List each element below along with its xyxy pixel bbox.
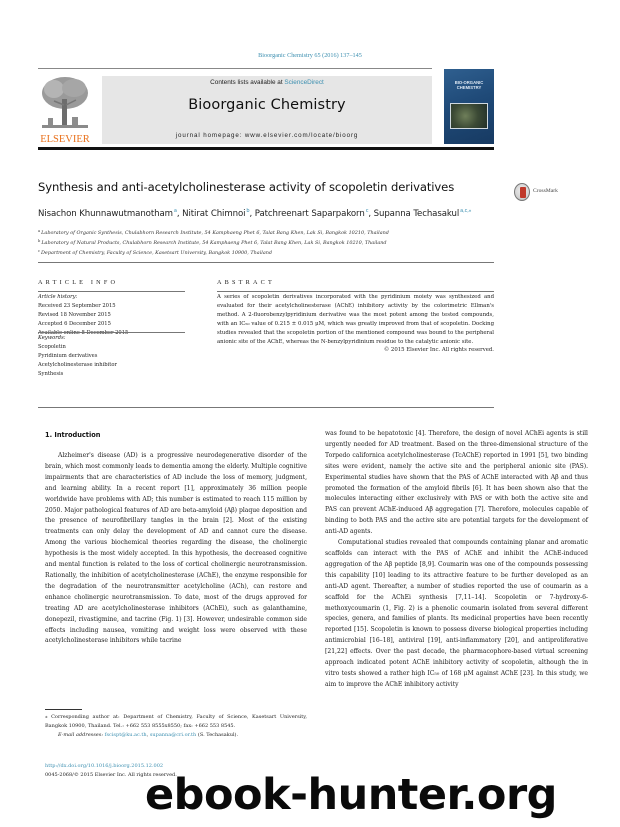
keyword-item: Pyridinium derivatives — [38, 352, 98, 359]
author-separator: , — [176, 209, 183, 219]
abstract-copyright: © 2015 Elsevier Inc. All rights reserved. — [383, 347, 494, 353]
author-name[interactable]: Supanna Techasakul — [373, 209, 460, 219]
author-affiliation-marker[interactable]: c — [365, 208, 369, 214]
email-link[interactable]: supanna@cri.or.th — [149, 731, 197, 738]
keyword-item: Synthesis — [38, 370, 64, 377]
affiliations-rule — [38, 262, 494, 263]
corresponding-author-note: ⁎ Corresponding author at: Department of Chemistry, Faculty of Science, Kasetsart University, Bangkok 10900, Thailand. Tel.: +662 553 8555x8550; fax: +662 553 8545. — [45, 714, 307, 729]
elsevier-wordmark: ELSEVIER — [40, 134, 90, 145]
article-history-label: Article history: — [38, 294, 78, 300]
author-name[interactable]: Nisachon Khunnawutmanotham — [38, 209, 173, 219]
body-paragraph: Alzheimer's disease (AD) is a progressive neurodegenerative disorder of the brain, which most commonly leads to dementia among the elderly. Multiple cognitive impairments that are characteristics of AD include the loss of memory, judgment, and learning ability. In a recent report [1], approximately 36 million people worldwide have problems with AD; this number is estimated to reach 115 million by 2050. Major pathological features of AD are beta-amyloid (Aβ) plaque deposition and the presence of neurofibrillary tangles in the brain [2]. Most of the existing treatments can only delay the development of AD and cannot cure the disease. Among the various biochemical theories regarding the disease, the cholinergic hypothesis is the most widely accepted. In this hypothesis, the decreased cognitive and mental function is related to the loss of cortical cholinergic neurotransmission. Rationally, the inhibition of acetylcholinesterase (AChE), the enzyme responsible for the degradation of the neurotransmitter acetylcholine (ACh), can restore and enhance cholinergic neurotransmission. To date, most of the drugs approved for treating AD are acetylcholinesterase inhibitors (AChEi), such as galanthamine, donepezil, rivastigmine, and tacrine (Fig. 1) [3]. However, undesirable common side effects including nausea, vomiting and weight loss were observed with these acetylcholinesterase inhibitors while tacrine — [45, 452, 307, 645]
author-affiliation-marker[interactable]: b — [246, 208, 250, 214]
affiliation-key: a — [38, 229, 41, 233]
affiliation-key: c — [38, 249, 41, 253]
affiliation-key: b — [38, 239, 41, 243]
author-name[interactable]: Nitirat Chimnoi — [182, 209, 246, 219]
header-bottom-rule — [38, 147, 494, 150]
body-paragraph: was found to be hepatotoxic [4]. Therefore, the design of novel AChEi agents is still urgently needed for AD treatment. Based on the three-dimensional structure of the Torpedo californica acetylcholinesterase (TcAChE) reported in 1991 [5], two binding sites were evident, namely the active site and the peripheral anionic site (PAS). Experimental studies have shown that the PAS of AChE interacted with Aβ and thus promoted the formation of the amyloid fibrils [6]. It has been shown also that the molecules interacting either exclusively with PAS or with both the active site and PAS can prevent AChE-induced Aβ aggregation [7]. Therefore, molecules capable of binding to both PAS and the active site are potential targets for the development of anti-AD agents. — [325, 430, 588, 536]
author-affiliation-marker[interactable]: a,c,⁎ — [460, 208, 472, 214]
email-label: E-mail addresses: — [58, 731, 104, 738]
journal-cover-image[interactable] — [444, 69, 494, 144]
article-history — [38, 293, 128, 338]
email-line — [45, 731, 307, 740]
author-separator: , — [249, 209, 255, 219]
crossmark-button[interactable] — [514, 183, 594, 203]
keywords-rule — [38, 332, 185, 333]
elsevier-tree-icon — [40, 75, 90, 131]
cover-title: BIO-ORGANIC CHEMISTRY — [454, 80, 484, 90]
history-received: Received 23 September 2015 — [38, 302, 116, 309]
contents-prefix: Contents lists available at — [210, 79, 285, 86]
issn-copyright: 0045-2068/© 2015 Elsevier Inc. All rights reserved. — [45, 772, 177, 778]
abstract-heading: ABSTRACT — [217, 279, 275, 286]
history-revised: Revised 18 November 2015 — [38, 311, 111, 318]
affiliation-c — [38, 247, 389, 257]
footnote — [45, 713, 307, 740]
front-matter-rule — [38, 407, 494, 408]
article-title: Synthesis and anti-acetylcholinesterase activity of scopoletin derivatives — [38, 180, 455, 194]
affiliation-text: Laboratory of Natural Products, Chulabhorn Research Institute, 54 Kamphaeng Phet 6, Talat Bang Khen, Lak Si, Bangkok 10210, Thailand — [41, 240, 387, 246]
keywords-label: Keywords: — [38, 335, 66, 341]
sciencedirect-link[interactable]: ScienceDirect — [284, 79, 324, 86]
journal-homepage-link[interactable]: journal homepage: www.elsevier.com/locate/bioorg — [175, 132, 359, 139]
abstract-text: A series of scopoletin derivatives incorporated with the pyridinium moiety was synthesized and evaluated for their acetylcholinesterase (AChE) inhibitory activity by the colorimetric Ellman's method. A 2-fluorobenzylpyridinium derivative was the most potent among the tested compounds, with an IC₅₀ value of 0.215 ± 0.015 μM, which was greatly improved from that of scopoletin. Docking studies revealed that the scopoletin portion of the mentioned compound was bound to the peripheral anionic site of the AChE, whereas the N-benzylpyridinium residue to the catalytic anionic site. — [217, 294, 494, 345]
elsevier-logo[interactable] — [38, 75, 92, 145]
author-name[interactable]: Patchreenart Saparpakorn — [254, 209, 365, 219]
affiliation-a — [38, 227, 389, 237]
crossmark-label: CrossMark — [533, 188, 558, 194]
journal-reference[interactable]: Bioorganic Chemistry 65 (2016) 137–145 — [258, 52, 362, 59]
abstract-rule — [217, 291, 494, 292]
author-separator: , — [368, 209, 374, 219]
keyword-item: Scopoletin — [38, 343, 66, 350]
affiliations — [38, 227, 389, 257]
crossmark-flag-icon — [520, 187, 526, 198]
affiliation-text: Department of Chemistry, Faculty of Science, Kasetsart University, Bangkok 10900, Thailand — [41, 250, 273, 256]
cover-photo — [450, 103, 488, 129]
header-top-rule — [38, 68, 432, 69]
author-affiliation-marker[interactable]: a — [173, 208, 177, 214]
journal-banner — [102, 76, 432, 144]
crossmark-icon — [514, 183, 530, 201]
contents-line — [102, 79, 432, 86]
watermark: ebook-hunter.org — [145, 770, 557, 820]
journal-title: Bioorganic Chemistry — [188, 97, 346, 113]
history-accepted: Accepted 6 December 2015 — [38, 320, 111, 327]
keyword-item: Acetylcholinesterase inhibitor — [38, 361, 117, 368]
author-list — [38, 208, 471, 219]
body-column-right — [325, 429, 588, 691]
article-info-rule — [38, 291, 185, 292]
email-separator: , — [146, 731, 150, 738]
body-column-left — [45, 451, 307, 647]
affiliation-b — [38, 237, 389, 247]
body-paragraph: Computational studies revealed that compounds containing planar and aromatic scaffolds can interact with the PAS of AChE and inhibit the AChE-induced aggregation of the Aβ peptide [8,9]. Coumarin was one of the compounds possessing this capability [10] leading to its attractive feature to be further developed as an anti-AD agent. Thereafter, a number of studies reported the use of coumarin as a scaffold for the AChEi synthesis [7,11–14]. Scopoletin or 7-hydroxy-6-methoxycoumarin (1, Fig. 2) is a phenolic coumarin isolated from several different species, genera, and families of plants. Its medicinal properties have been recently reported [15]. Scopoletin is known to possess diverse biological properties including antimicrobial [16–18], antiviral [19], anti-inflammatory [20], and antiproliferative [21,22] effects. Over the past decade, the pharmacophore-based virtual screening approach indicated potent AChE inhibitory activity of scopoletin, although the in vitro tests showed a rather high IC₅₀ of 168 μM against AChE [23]. In this study, we aim to improve the AChE inhibitory activity — [325, 539, 588, 688]
section-heading-introduction: 1. Introduction — [45, 431, 101, 439]
email-suffix: (S. Techasakul). — [196, 731, 239, 738]
article-info-heading: ARTICLE INFO — [38, 279, 119, 286]
affiliation-text: Laboratory of Organic Synthesis, Chulabhorn Research Institute, 54 Kamphaeng Phet 6, Talat Bang Khen, Lak Si, Bangkok 10210, Thailand — [41, 230, 389, 236]
footnote-rule — [45, 709, 82, 710]
keywords — [38, 334, 117, 379]
email-link[interactable]: fscispt@ku.ac.th — [104, 731, 147, 738]
doi-link[interactable]: http://dx.doi.org/10.1016/j.bioorg.2015.12.002 — [45, 763, 164, 769]
